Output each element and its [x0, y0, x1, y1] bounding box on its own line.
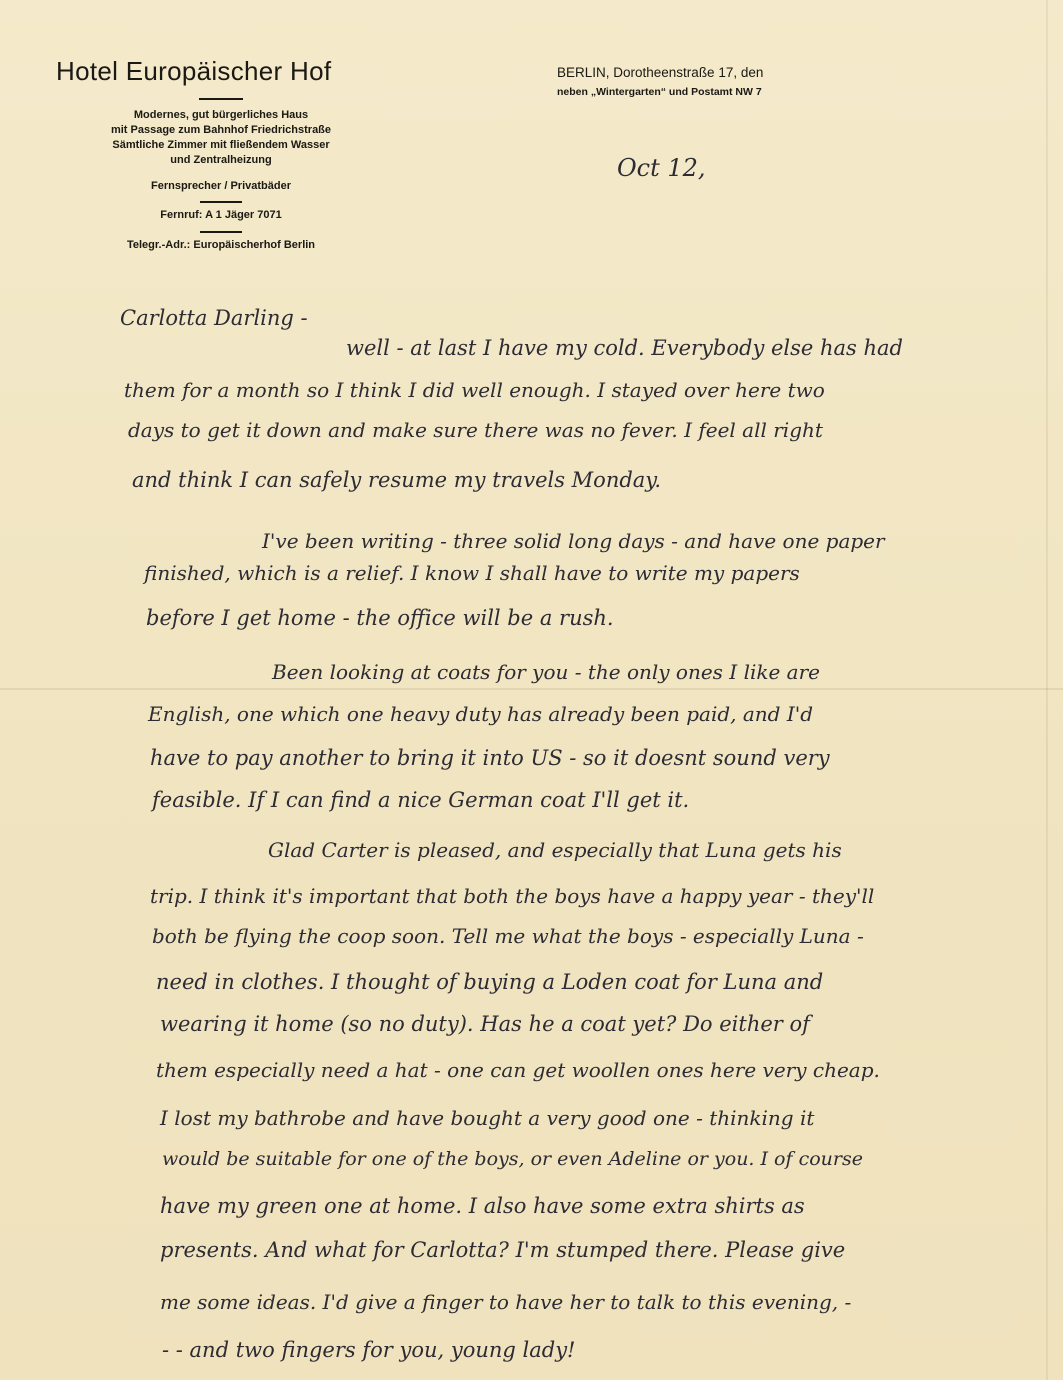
letterhead-phone: Fernruf: A 1 Jäger 7071	[160, 209, 282, 221]
letter-line: I've been writing - three solid long days - and have one paper	[262, 529, 885, 553]
letter-line: have my green one at home. I also have some extra shirts as	[160, 1194, 805, 1218]
letter-line: me some ideas. I'd give a finger to have her to talk to this evening, -	[160, 1290, 852, 1314]
descriptor-line: Sämtliche Zimmer mit fließendem Wasser	[112, 139, 330, 151]
letterhead-address-sub: neben „Wintergarten“ und Postamt NW 7	[557, 86, 762, 98]
letterhead-amenities: Fernsprecher / Privatbäder	[150, 180, 291, 192]
letter-line: trip. I think it's important that both the boys have a happy year - they'll	[150, 884, 875, 908]
letter-line: them for a month so I think I did well enough. I stayed over here two	[124, 378, 825, 402]
letterhead-divider	[200, 201, 242, 203]
letter-line: Glad Carter is pleased, and especially that Luna gets his	[268, 838, 842, 862]
letter-line: would be suitable for one of the boys, or even Adeline or you. I of course	[162, 1148, 863, 1170]
hotel-name: Hotel Europäischer Hof	[56, 56, 332, 86]
letter-line: wearing it home (so no duty). Has he a coat yet? Do either of	[160, 1012, 810, 1036]
letter-line: them especially need a hat - one can get woollen ones here very cheap.	[156, 1058, 880, 1082]
letter-line: before I get home - the office will be a rush.	[146, 606, 614, 630]
letter-line: English, one which one heavy duty has already been paid, and I'd	[148, 702, 814, 726]
descriptor-line: und Zentralheizung	[170, 154, 272, 166]
letterhead-divider	[199, 98, 243, 100]
letter-line: Been looking at coats for you - the only ones I like are	[272, 660, 820, 684]
letterhead-telegram: Telegr.-Adr.: Europäischerhof Berlin	[126, 239, 316, 251]
letter-line: both be flying the coop soon. Tell me what the boys - especially Luna -	[152, 924, 864, 948]
letter-line: finished, which is a relief. I know I shall have to write my papers	[144, 561, 800, 585]
letter-line: feasible. If I can find a nice German coat I'll get it.	[152, 788, 690, 812]
descriptor-line: mit Passage zum Bahnhof Friedrichstraße	[110, 124, 332, 136]
vertical-fold-crease	[1046, 0, 1048, 1380]
letter-line: and think I can safely resume my travels Monday.	[132, 468, 662, 492]
horizontal-fold-crease	[0, 688, 1063, 690]
salutation: Carlotta Darling -	[120, 306, 308, 330]
letterhead-address: BERLIN, Dorotheenstraße 17, den	[557, 65, 764, 80]
letter-line: have to pay another to bring it into US - so it doesnt sound very	[150, 746, 830, 770]
letter-line: need in clothes. I thought of buying a Loden coat for Luna and	[156, 970, 824, 994]
descriptor-line: Modernes, gut bürgerliches Haus	[133, 109, 309, 121]
letterhead-divider	[200, 231, 242, 233]
letter-line: well - at last I have my cold. Everybody else has had	[346, 336, 903, 360]
letter-line: I lost my bathrobe and have bought a very good one - thinking it	[160, 1106, 815, 1130]
letterhead-descriptor	[90, 108, 352, 168]
letter-line: - - and two fingers for you, young lady!	[162, 1338, 576, 1362]
letter-line: presents. And what for Carlotta? I'm stumped there. Please give	[160, 1238, 846, 1262]
letter-date: Oct 12,	[617, 154, 706, 182]
letter-line: days to get it down and make sure there was no fever. I feel all right	[128, 418, 823, 442]
